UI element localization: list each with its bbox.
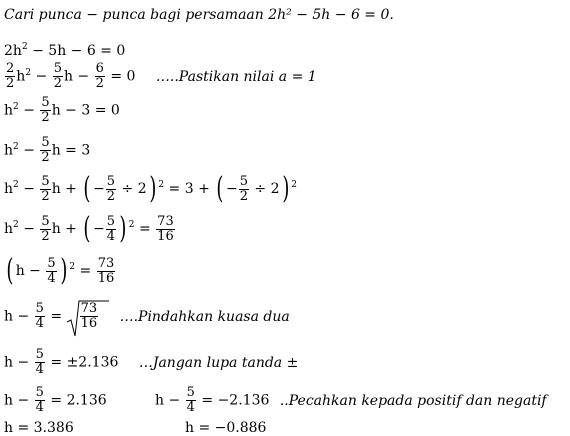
step-4: $h^2$ − $\frac{5}{2}$ h = 3 xyxy=(4,135,91,165)
step-10-positive: h − $\frac{5}{4}$ = 2.136 xyxy=(4,385,107,415)
step-1: $2h^2 - 5h - 6 = 0$ xyxy=(4,42,126,59)
note-plus-minus: …Jangan lupa tanda ± xyxy=(138,354,299,371)
note-move-square: ….Pindahkan kuasa dua xyxy=(119,308,290,325)
step-5: $h^2$ − $\frac{5}{2}$ h + ( − $\frac{5}{2}$ ÷ 2) $^2$ = 3 + ( − $\frac{5}{2}$ ÷ 2) $^2$ xyxy=(4,171,297,206)
step-7: ( h − $\frac{5}{4}$ ) $^2$ = $\frac{73}{16}$ xyxy=(6,253,115,288)
note-split: ..Pecahkan kepada positif dan negatif xyxy=(279,392,547,409)
plus-minus-result: ±2.136 xyxy=(66,354,119,371)
square-root-sign: $\frac{73}{16}$ xyxy=(67,302,100,331)
answer-2: h = −0.886 xyxy=(185,420,267,436)
step-3: $h^2$ − $\frac{5}{2}$ h − 3 = 0 xyxy=(4,95,120,125)
step-10-negative: h − $\frac{5}{4}$ = −2.136 ..Pecahkan kepada positif dan negatif xyxy=(155,385,547,415)
step-2: $\frac{2}{2}$ $h^2$ − $\frac{5}{2}$ h − $\frac{6}{2}$ = 0 …..Pastikan nilai a = 1 xyxy=(6,61,317,91)
note-a-equals-1: …..Pastikan nilai a = 1 xyxy=(155,68,317,85)
problem-statement: Cari punca − punca bagi persamaan 2h² − 5h − 6 = 0. xyxy=(4,7,394,23)
step-8: h − $\frac{5}{4}$ = $\frac{73}{16}$ ….Pindahkan kuasa dua xyxy=(4,302,290,331)
answer-1: h = 3.386 xyxy=(4,420,74,436)
step-6: $h^2$ − $\frac{5}{2}$ h + ( − $\frac{5}{4}$ ) $^2$ = $\frac{73}{16}$ xyxy=(4,211,174,246)
negative-root-value: −2.136 xyxy=(217,392,270,409)
positive-root-value: 2.136 xyxy=(66,392,107,409)
step-9: h − $\frac{5}{4}$ = ±2.136 …Jangan lupa tanda ± xyxy=(4,347,299,377)
